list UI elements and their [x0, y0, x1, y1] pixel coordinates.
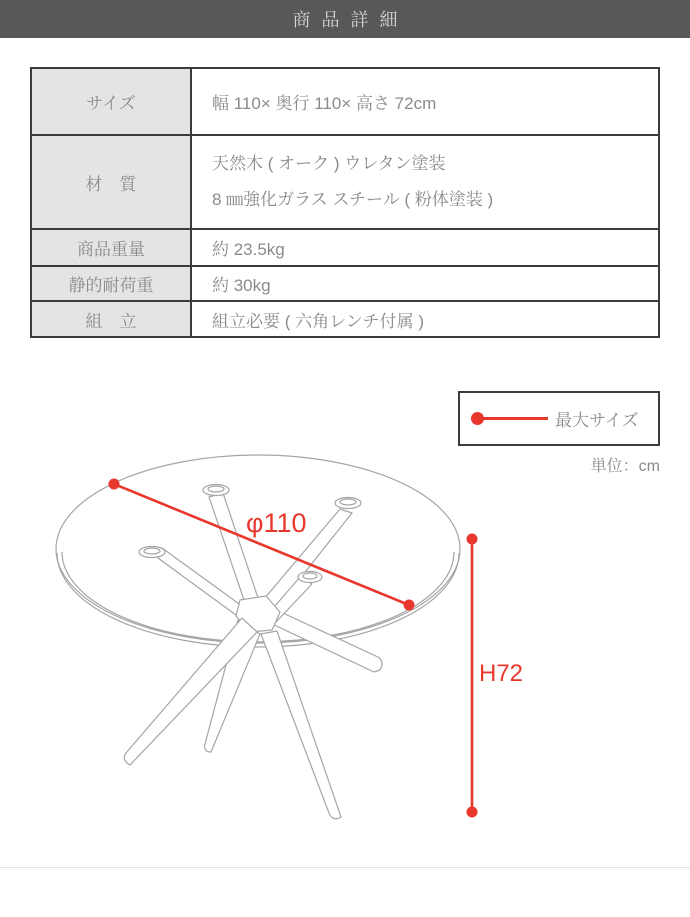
- diameter-label: φ110: [246, 508, 307, 538]
- height-measure: [467, 534, 524, 818]
- table-row-size: [31, 68, 659, 135]
- legend-label: 最大サイズ: [555, 411, 639, 430]
- table-line-drawing: [0, 440, 690, 880]
- bottom-divider: [0, 867, 690, 868]
- row-value: 約 30kg: [191, 266, 659, 301]
- diameter-measure: [109, 479, 415, 611]
- table-row-material: [31, 135, 659, 229]
- legend-red-line-icon: [483, 417, 548, 420]
- row-value: 約 23.5kg: [191, 229, 659, 266]
- row-label: 静的耐荷重: [31, 266, 191, 301]
- row-label: サイズ: [31, 68, 191, 135]
- height-label: H72: [479, 660, 524, 687]
- row-value: 幅 110× 奥行 110× 高さ 72cm: [191, 68, 659, 135]
- spec-table: [30, 67, 660, 338]
- section-title: 商品詳細: [292, 10, 409, 30]
- section-header: [0, 0, 690, 38]
- row-label: 組 立: [31, 301, 191, 337]
- table-row-assembly: [31, 301, 659, 337]
- material-line-2: 8 ㎜強化ガラス スチール ( 粉体塗装 ): [212, 190, 494, 209]
- unit-note: 単位：cm: [590, 458, 660, 475]
- material-line-1: 天然木 ( オーク ) ウレタン塗装: [212, 154, 446, 173]
- row-value: [191, 135, 659, 229]
- max-size-legend: [458, 391, 660, 446]
- row-value: 組立必要 ( 六角レンチ付属 ): [191, 301, 659, 337]
- row-label: 材 質: [31, 135, 191, 229]
- table-row-load: [31, 266, 659, 301]
- table-row-weight: [31, 229, 659, 266]
- row-label: 商品重量: [31, 229, 191, 266]
